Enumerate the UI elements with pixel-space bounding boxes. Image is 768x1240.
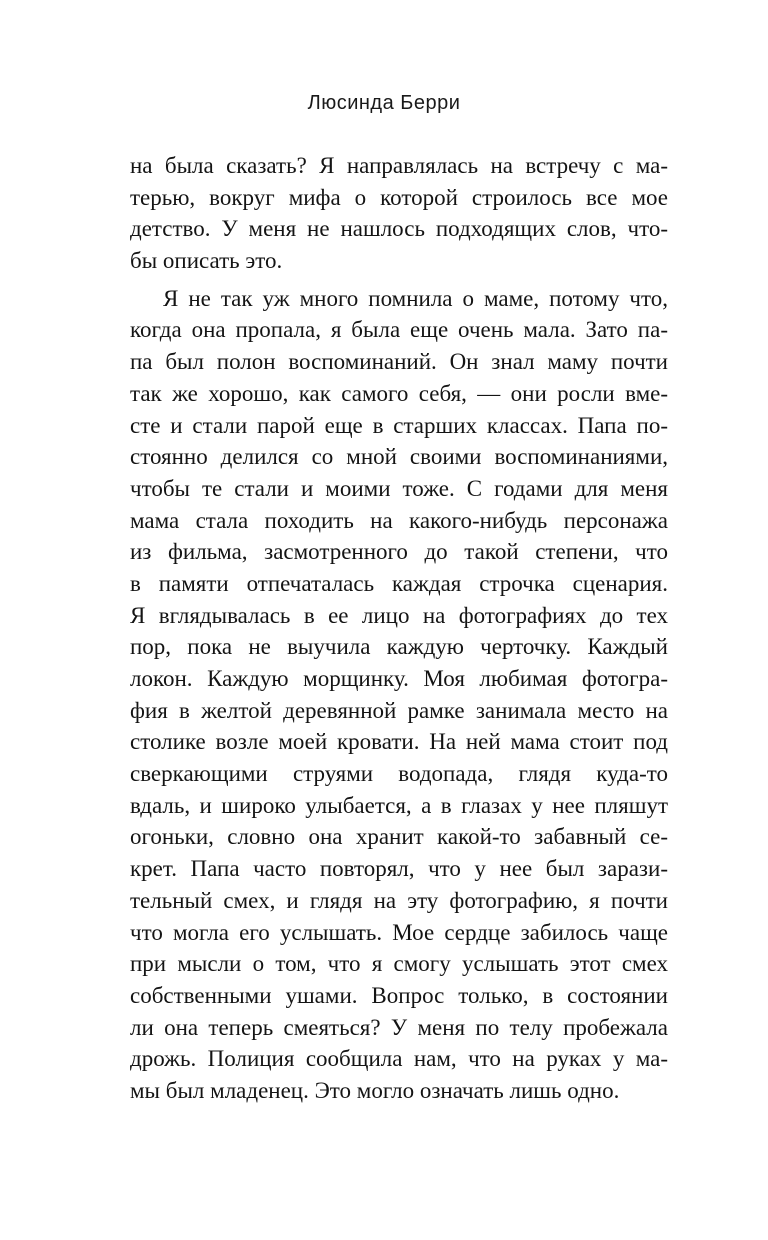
text-line: сте и стали парой еще в старших классах. Папа по- bbox=[130, 412, 668, 438]
text-line: столике возле моей кровати. На ней мама стоит под bbox=[130, 729, 668, 755]
text-line: дрожь. Полиция сообщила нам, что на руках у ма- bbox=[130, 1046, 668, 1072]
text-line: крет. Папа часто повторял, что у нее был зарази- bbox=[130, 856, 668, 882]
text-line: детство. У меня не нашлось подходящих слов, что- bbox=[130, 216, 668, 242]
text-line: собственными ушами. Вопрос только, в состоянии bbox=[130, 982, 668, 1008]
text-line: тельный смех, и глядя на эту фотографию, я почти bbox=[130, 887, 668, 913]
paragraph-1 bbox=[130, 150, 668, 277]
text-line: Я вглядывалась в ее лицо на фотографиях до тех bbox=[130, 602, 668, 628]
text-line: вдаль, и широко улыбается, а в глазах у нее пляшут bbox=[130, 792, 668, 818]
text-line: из фильма, засмотренного до такой степени, что bbox=[130, 539, 668, 565]
text-line: мы был младенец. Это могло означать лишь одно. bbox=[130, 1077, 620, 1103]
text-line: ли она теперь смеяться? У меня по телу пробежала bbox=[130, 1014, 668, 1040]
paragraph-2 bbox=[130, 283, 668, 1107]
text-line: на была сказать? Я направлялась на встречу с ма- bbox=[130, 153, 668, 178]
text-line: Я не так уж много помнила о маме, потому что, bbox=[163, 285, 668, 311]
text-line: стоянно делился со мной своими воспоминаниями, bbox=[130, 444, 668, 470]
body-text bbox=[130, 150, 668, 1107]
text-line: бы описать это. bbox=[130, 248, 283, 274]
text-line: па был полон воспоминаний. Он знал маму почти bbox=[130, 349, 668, 375]
text-line: терью, вокруг мифа о которой строилось все мое bbox=[130, 184, 668, 210]
text-line: сверкающими струями водопада, глядя куда-то bbox=[130, 761, 668, 787]
text-line: в памяти отпечаталась каждая строчка сценария. bbox=[130, 570, 668, 596]
text-line: что могла его услышать. Мое сердце забилось чаще bbox=[130, 919, 668, 945]
text-line: мама стала походить на какого-нибудь персонажа bbox=[130, 507, 668, 533]
running-head-author: Люсинда Берри bbox=[307, 92, 461, 114]
text-line: так же хорошо, как самого себя, — они росли вме- bbox=[130, 380, 668, 406]
text-line: локон. Каждую морщинку. Моя любимая фотогра- bbox=[130, 666, 668, 691]
text-line: чтобы те стали и моими тоже. С годами для меня bbox=[130, 475, 668, 501]
text-line: когда она пропала, я была еще очень мала. Зато па- bbox=[130, 317, 668, 343]
text-line: пор, пока не выучила каждую черточку. Каждый bbox=[130, 634, 668, 660]
text-line: огоньки, словно она хранит какой-то забавный се- bbox=[130, 824, 668, 850]
text-line: при мысли о том, что я смогу услышать этот смех bbox=[130, 951, 668, 977]
text-line: фия в желтой деревянной рамке занимала место на bbox=[130, 697, 668, 723]
